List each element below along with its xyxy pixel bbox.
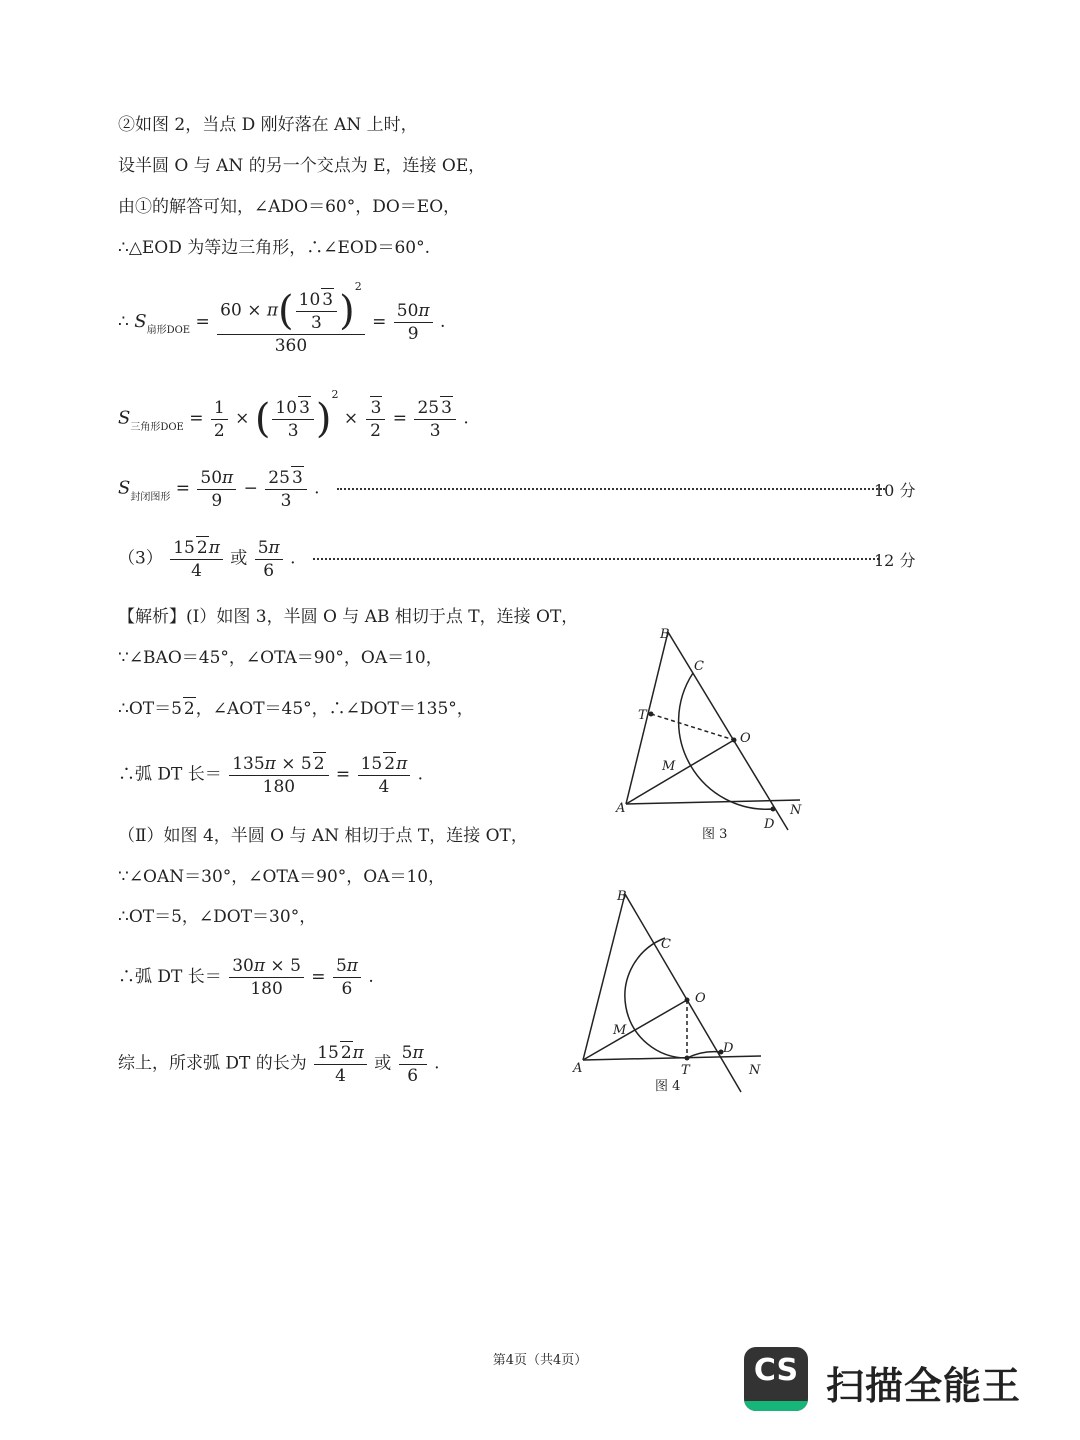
score-10: 10 分 (874, 481, 916, 500)
angle-values: ，∠AOT＝45°，∴∠DOT＝135°， (195, 699, 474, 719)
label-a: A (573, 1061, 583, 1076)
label-c: C (694, 659, 704, 674)
label-o: O (695, 991, 706, 1006)
sector-fraction: 60 × π( $\frac{10 3}{3}$ )$^2$ 360 (217, 288, 365, 357)
label-n: N (790, 803, 802, 818)
point-o (732, 738, 737, 743)
arc-length-1: ∴弧 DT 长＝ $\frac{135\pi \times 5 2}{180}$ = $\frac{15 2\pi}{4}$ . (118, 754, 424, 797)
label-b: B (617, 889, 627, 904)
or-word: 或 (230, 548, 248, 569)
arc-label: ∴弧 DT 长＝ (118, 764, 222, 785)
arc-label: ∴弧 DT 长＝ (118, 967, 222, 987)
point-o (685, 998, 690, 1003)
text-line-2: 设半圆 O 与 AN 的另一个交点为 E，连接 OE， (118, 156, 486, 176)
dotted-leader (313, 558, 879, 560)
analysis-line-3: ∴OT＝5 2，∠AOT＝45°，∴∠DOT＝135°， (118, 699, 474, 719)
label-b: B (660, 627, 670, 642)
part3-label: （3） (118, 548, 163, 569)
triangle-subscript: 三角形DOE (130, 421, 184, 433)
label-m: M (662, 759, 676, 774)
closed-area-formula: $S_{封闭图形}$ = $\frac{50\pi}{9}$ − $\frac{25 3}{3}$ . (118, 466, 885, 512)
part2-line-2: ∵∠OAN＝30°，∠OTA＝90°，OA＝10， (118, 867, 446, 887)
semicircle-arc (679, 673, 773, 809)
text-line-4: ∴△EOD 为等边三角形，∴∠EOD＝60°. (118, 238, 431, 258)
label-d: D (723, 1041, 734, 1056)
label-t: T (638, 708, 647, 723)
point-d (771, 807, 776, 812)
dotted-leader (337, 488, 885, 490)
label-o: O (740, 731, 751, 746)
sector-area-formula: ∴ $S_{扇形DOE}$ = 60 × π( $\frac{10 3}{3}$ )$^2$ 360 = $\frac{50\pi}{9}$ . (118, 280, 446, 356)
label-n: N (749, 1063, 761, 1078)
closed-subscript: 封闭图形 (130, 491, 171, 503)
summary-line: 综上，所求弧 DT 的长为 $\frac{15 2\pi}{4}$ 或 $\frac{5\pi}{6}$ . (118, 1042, 440, 1086)
camscanner-logo (744, 1347, 808, 1411)
fig3-caption: 图 3 (702, 827, 728, 842)
label-a: A (616, 801, 626, 816)
summary-text: 综上，所求弧 DT 的长为 (118, 1053, 307, 1074)
figure-3 (600, 620, 840, 850)
brand-name: 扫描全能王 (826, 1364, 1022, 1408)
analysis-line-2: ∵∠BAO＝45°，∠OTA＝90°，OA＝10， (118, 648, 443, 668)
line-ot (651, 714, 734, 740)
point-t (685, 1056, 690, 1061)
page-footer: 第4页（共4页） (492, 1353, 588, 1368)
semicircle-arc (625, 938, 721, 1058)
analysis-line-1: 【解析】(Ⅰ）如图 3，半圆 O 与 AB 相切于点 T，连接 OT， (118, 607, 579, 627)
part3-answer: （3） $\frac{15 2\pi}{4}$ 或 $\frac{5\pi}{6}$ . (118, 536, 879, 582)
line-ab (626, 632, 668, 804)
text-line-3: 由①的解答可知，∠ADO＝60°，DO＝EO， (118, 197, 461, 217)
line-an (626, 800, 800, 804)
logo-text: CS (753, 1353, 799, 1388)
ot-equals: ∴OT＝5 (118, 699, 182, 719)
figure-4 (565, 880, 775, 1100)
score-12: 12 分 (874, 551, 916, 570)
label-d: D (764, 817, 775, 832)
text-line-1: ②如图 2，当点 D 刚好落在 AN 上时， (118, 115, 418, 135)
label-c: C (661, 937, 671, 952)
label-m: M (613, 1023, 627, 1038)
part2-line-1: （Ⅱ）如图 4，半圆 O 与 AN 相切于点 T，连接 OT， (118, 826, 528, 846)
triangle-area-formula: $S_{三角形DOE}$ = $\frac{1}{2}$ × ( $\frac{10 3}{3}$ )$^2$ × $\frac{3}{2}$ = $\frac{25 3}{3}$ . (118, 388, 469, 442)
label-t: T (681, 1063, 690, 1078)
point-t (649, 712, 654, 717)
arc-length-2: ∴弧 DT 长＝ $\frac{30\pi \times 5}{180}$ = $\frac{5\pi}{6}$ . (118, 956, 374, 999)
part2-line-3: ∴OT＝5，∠DOT＝30°， (118, 907, 317, 927)
sector-subscript: 扇形DOE (146, 325, 191, 336)
or-word: 或 (374, 1053, 392, 1074)
logo-accent-bar (744, 1401, 808, 1411)
fig4-caption: 图 4 (655, 1079, 681, 1094)
